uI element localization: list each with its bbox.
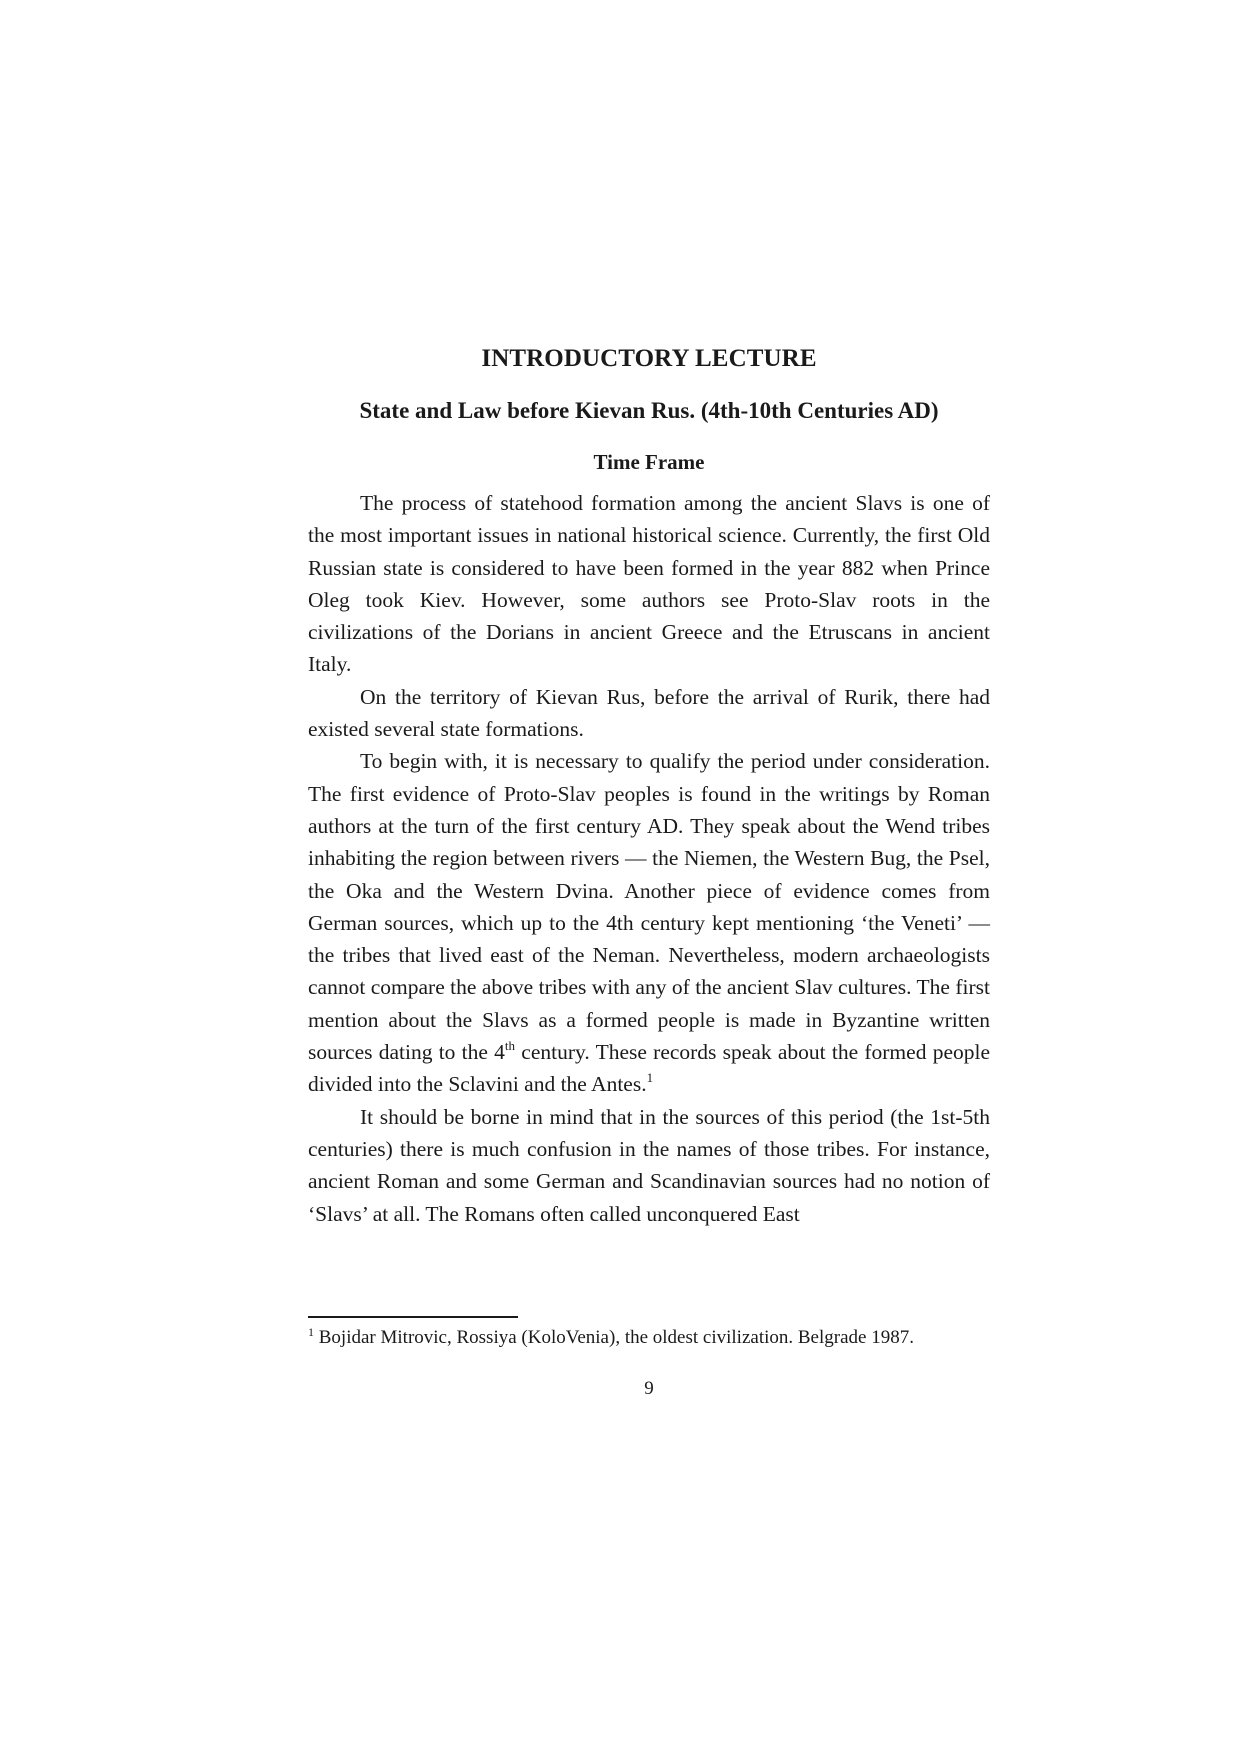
footnote-marker: 1 [308, 1325, 314, 1339]
paragraph-3 [308, 745, 990, 1100]
page-number: 9 [644, 1378, 654, 1399]
paragraph-3-part-b: century. These records speak about the formed people divided into the Sclavini and the Antes. [308, 1040, 990, 1097]
paragraph-3-part-a: To begin with, it is necessary to qualify the period under consideration. The first evidence of Proto-Slav peoples is found in the writings by Roman authors at the turn of the first century AD. They speak about the Wend tribes inhabiting the region between rivers — the Niemen, the Western Bug, the Psel, the Oka and the Western Dvina. Another piece of evidence comes from German sources, which up to the 4th century kept mentioning ‘the Veneti’ — the tribes that lived east of the Neman. Nevertheless, modern archaeologists cannot compare the above tribes with any of the ancient Slav cultures. The first mention about the Slavs as a formed people is made in Byzantine written sources dating to the 4 [308, 749, 990, 1065]
footnote-divider [308, 1316, 518, 1318]
section-title: Time Frame [593, 450, 705, 474]
footnote [308, 1325, 1008, 1351]
lecture-subtitle: State and Law before Kievan Rus. (4th-10th Centuries AD) [359, 398, 939, 423]
ordinal-superscript: th [504, 1038, 516, 1054]
paragraph-1: The process of statehood formation among the ancient Slavs is one of the most important issues in national historical science. Currently, the first Old Russian state is considered to have been formed in the year 882 when Prince Oleg took Kiev. However, some authors see Proto-Slav roots in the civilizations of the Dorians in ancient Greece and the Etruscans in ancient Italy. [308, 491, 990, 677]
paragraph-4: It should be borne in mind that in the sources of this period (the 1st-5th centuries) there is much confusion in the names of those tribes. For instance, ancient Roman and some German and Scandinavian sources had no notion of ‘Slavs’ at all. The Romans often called unconquered East [308, 1104, 990, 1226]
lecture-title: INTRODUCTORY LECTURE [481, 345, 817, 372]
footnote-reference[interactable]: 1 [646, 1070, 654, 1086]
footnote-text: Bojidar Mitrovic, Rossiya (KoloVenia), the oldest civilization. Belgrade 1987. [314, 1327, 914, 1348]
paragraph-2: On the territory of Kievan Rus, before the arrival of Rurik, there had existed several state formations. [308, 684, 990, 742]
main-text-block [308, 333, 990, 1230]
